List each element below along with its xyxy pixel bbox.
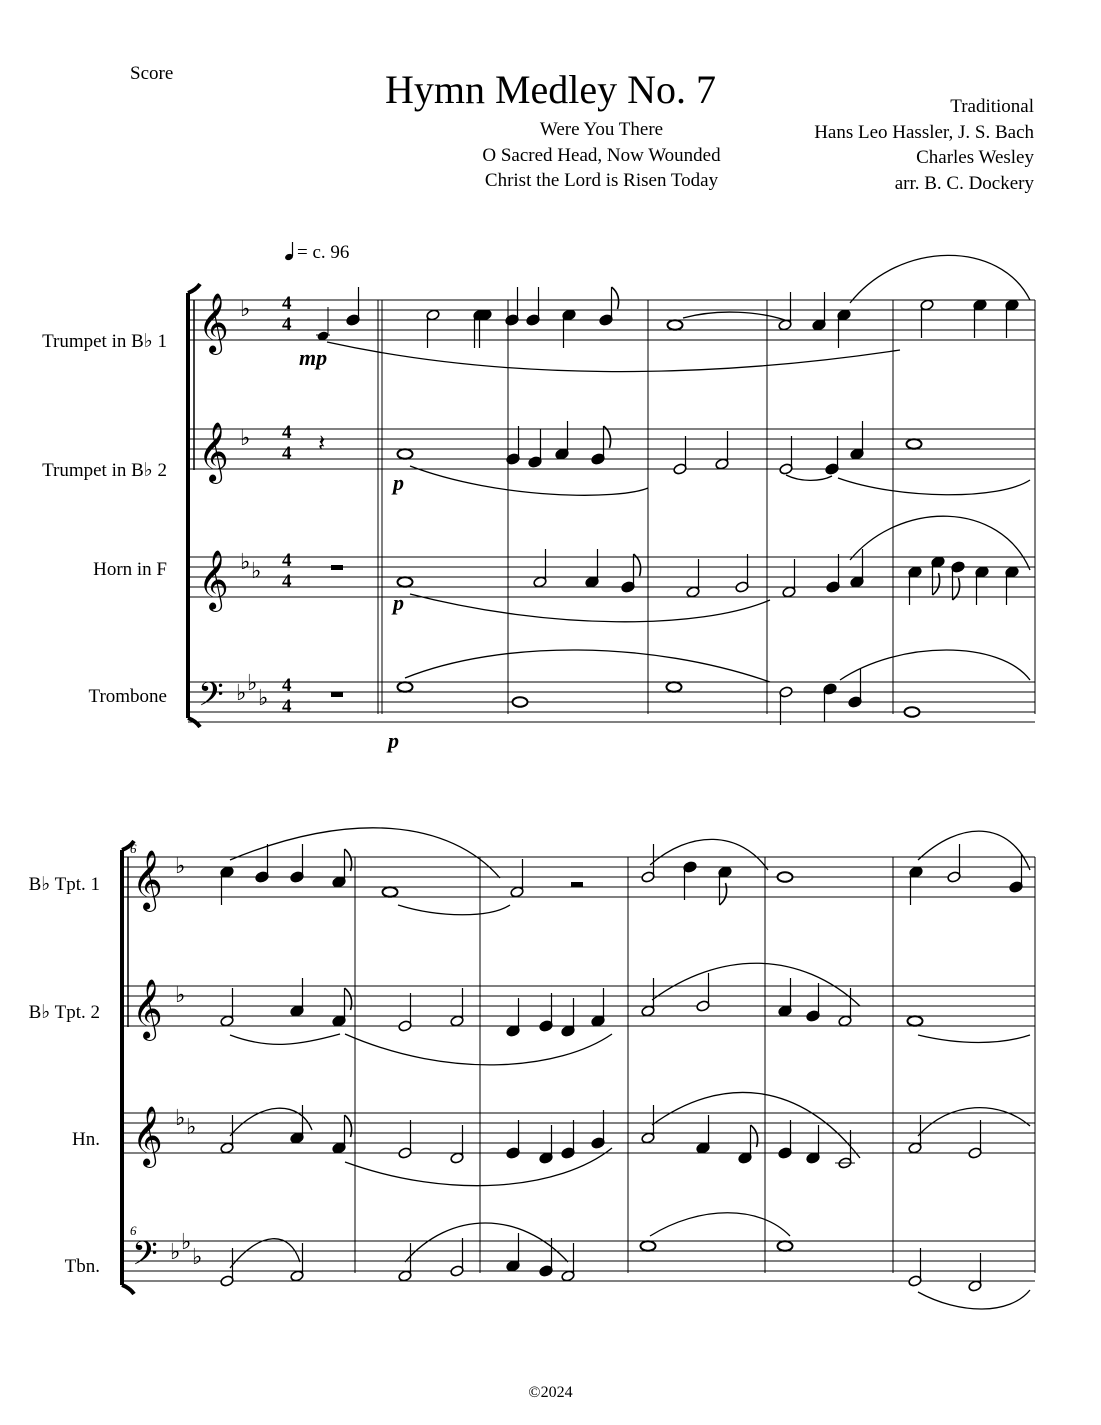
time-signature-bottom: 4 (282, 443, 292, 464)
note-head (907, 439, 922, 449)
note-head (398, 577, 413, 587)
tempo-marking (284, 242, 349, 263)
flat-icon: ♭ (192, 1245, 203, 1270)
arranger: arr. B. C. Dockery (894, 172, 1034, 194)
slur (918, 831, 1030, 870)
instrument-label-trombone: Tbn. (64, 1256, 100, 1277)
instrument-label-trumpet-2: B♭ Tpt. 2 (28, 1002, 100, 1023)
slur (410, 594, 770, 622)
note-head (667, 682, 682, 692)
notes-trumpet-1-heads (220, 844, 1023, 905)
subtitle-3: Christ the Lord is Risen Today (484, 170, 719, 191)
notes-trumpet-1 (316, 307, 330, 342)
instrument-label-trombone: Trombone (88, 686, 167, 707)
note-flag (345, 988, 352, 1010)
measure-number: 6 (130, 841, 137, 856)
tie (918, 1035, 1030, 1043)
slur (840, 650, 1030, 680)
instrument-label-trumpet-2: Trumpet in B♭ 2 (42, 460, 167, 481)
slur (652, 963, 860, 1006)
slur (230, 1239, 300, 1268)
slur (405, 1223, 568, 1262)
slur (918, 1290, 1030, 1309)
treble-clef-icon: 𝄞 (132, 850, 163, 910)
instrument-label-horn: Horn in F (93, 559, 167, 580)
system-1 (42, 255, 1035, 753)
time-signature-top: 4 (282, 550, 292, 571)
tie (683, 312, 785, 320)
slur (652, 1092, 860, 1158)
treble-clef-icon: 𝄞 (198, 550, 229, 610)
note-head (668, 320, 683, 330)
flat-icon: ♭ (236, 681, 247, 706)
note-head (905, 707, 920, 717)
dynamic-marking: p (388, 728, 399, 753)
slur (230, 828, 500, 878)
dynamic-marking: p (393, 470, 404, 495)
page-title: Hymn Medley No. 7 (384, 67, 717, 112)
treble-clef-icon: 𝄞 (132, 1106, 163, 1166)
flat-icon: ♭ (258, 686, 269, 711)
bass-clef-icon: 𝄢 (132, 1235, 158, 1281)
time-signature-top: 4 (282, 422, 292, 443)
composer-2: Hans Leo Hassler, J. S. Bach (814, 121, 1034, 143)
tie (786, 475, 832, 480)
slur (850, 255, 1030, 303)
bass-clef-icon: 𝄢 (198, 676, 224, 722)
note-head (398, 682, 413, 692)
note-flag (612, 287, 619, 309)
treble-clef-icon: 𝄞 (198, 293, 229, 353)
note-head (398, 449, 413, 459)
tie (398, 905, 510, 915)
flat-icon: ♭ (186, 1115, 197, 1140)
tempo-text: = c. 96 (297, 242, 350, 263)
subtitle-2: O Sacred Head, Now Wounded (482, 144, 721, 166)
slur (230, 1108, 312, 1136)
slur (650, 839, 768, 870)
instrument-label-trumpet-1: Trumpet in B♭ 1 (42, 331, 167, 352)
staff-horn (188, 557, 1035, 597)
notes-trumpet-1-heads (346, 287, 1019, 348)
notes-horn-heads (220, 1105, 982, 1169)
dynamic-marking: p (393, 590, 404, 615)
time-signature-bottom: 4 (282, 314, 292, 335)
flat-icon: ♭ (170, 1240, 181, 1265)
treble-clef-icon: 𝄞 (132, 979, 163, 1039)
note-head (778, 1241, 793, 1251)
subtitle-1: Were You There (539, 119, 664, 140)
treble-clef-icon: 𝄞 (198, 422, 229, 482)
staff-trumpet-2 (188, 429, 1035, 469)
note-flag (933, 573, 940, 595)
system-1-barlines (378, 300, 1035, 714)
system-2 (29, 828, 1035, 1309)
slur (405, 650, 770, 682)
note-head (908, 1016, 923, 1026)
note-head (513, 697, 528, 707)
note-flag (751, 1125, 758, 1147)
notes-trombone-heads (398, 669, 920, 725)
flat-icon: ♭ (240, 297, 251, 322)
tie (650, 1213, 790, 1236)
flat-icon: ♭ (247, 671, 258, 696)
slur (345, 1034, 612, 1065)
system-2-barlines (355, 857, 1035, 1273)
note-flag (345, 849, 352, 871)
staff-trumpet-2 (122, 986, 1035, 1026)
half-rest-icon (571, 882, 583, 887)
half-rest-icon (331, 692, 343, 697)
note-head (641, 1241, 656, 1251)
half-rest-icon (331, 565, 343, 570)
dynamic-marking: mp (299, 345, 328, 370)
measure-number: 6 (130, 1223, 137, 1238)
flat-icon: ♭ (240, 426, 251, 451)
time-signature-top: 4 (282, 293, 292, 314)
copyright: ©2024 (528, 1384, 573, 1401)
note-flag (345, 1115, 352, 1137)
staff-horn (122, 1113, 1035, 1153)
note-flag (720, 883, 727, 905)
slur (838, 478, 1030, 495)
composer-3: Charles Wesley (916, 147, 1034, 168)
note-head (778, 872, 793, 882)
flat-icon: ♭ (181, 1230, 192, 1255)
flat-icon: ♭ (175, 854, 186, 879)
slur (918, 1108, 1030, 1136)
slur (410, 466, 648, 495)
time-signature-top: 4 (282, 675, 292, 696)
slur (327, 342, 900, 372)
flat-icon: ♭ (240, 550, 251, 575)
flat-icon: ♭ (175, 1106, 186, 1131)
flat-icon: ♭ (175, 983, 186, 1008)
time-signature-bottom: 4 (282, 571, 292, 592)
notes-trumpet-2-heads (220, 973, 923, 1037)
flat-icon: ♭ (251, 559, 262, 584)
composer-1: Traditional (950, 96, 1034, 117)
instrument-label-trumpet-1: B♭ Tpt. 1 (28, 874, 100, 895)
slur (230, 1034, 340, 1044)
score-label: Score (130, 63, 174, 84)
notes-trombone-heads (220, 1233, 982, 1292)
quarter-rest-icon: 𝄽 (318, 429, 326, 457)
note-head (383, 887, 398, 897)
time-signature-bottom: 4 (282, 696, 292, 717)
instrument-label-horn: Hn. (72, 1129, 100, 1150)
staff-trombone (122, 1241, 1035, 1281)
